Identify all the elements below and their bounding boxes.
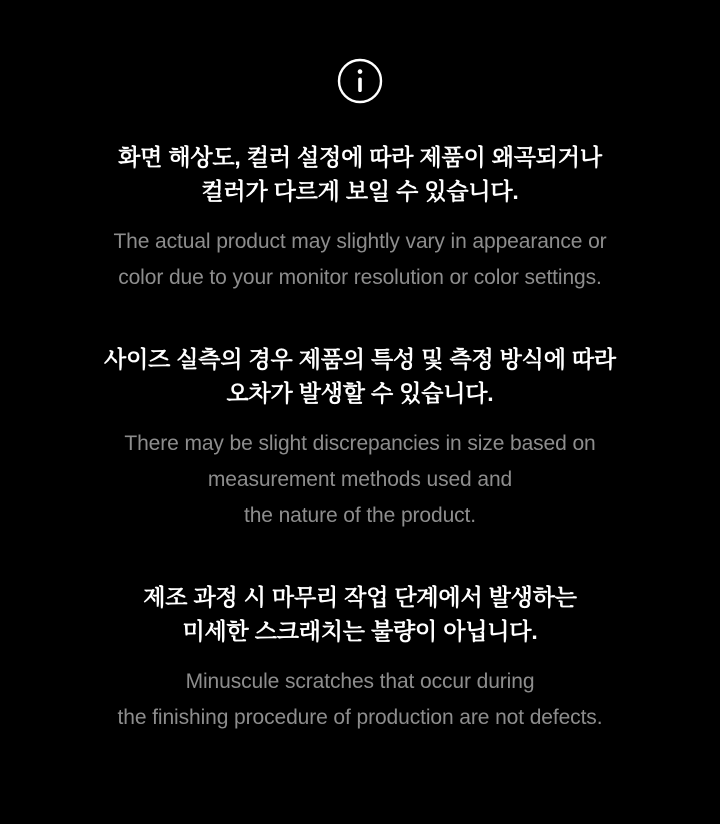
info-circle-icon — [337, 58, 383, 104]
notice-heading-ko-1-line-2: 컬러가 다르게 보일 수 있습니다. — [201, 178, 519, 204]
notice-heading-ko-2 — [0, 342, 720, 410]
notice-body-en-2-line-1: There may be slight discrepancies in size based on — [124, 432, 596, 455]
notice-body-en-2-line-3: the nature of the product. — [243, 504, 477, 527]
notice-heading-ko-3-line-2: 미세한 스크래치는 불량이 아닙니다. — [182, 618, 538, 644]
notice-body-en-3 — [0, 664, 720, 736]
notice-body-en-3-line-2: the finishing procedure of production are not defects. — [117, 706, 603, 729]
notice-heading-ko-3-line-1: 제조 과정 시 마무리 작업 단계에서 발생하는 — [143, 584, 577, 610]
notice-block-3 — [0, 580, 720, 736]
notice-body-en-1 — [0, 224, 720, 296]
notice-heading-ko-1 — [0, 140, 720, 208]
notice-heading-ko-1-line-1: 화면 해상도, 컬러 설정에 따라 제품이 왜곡되거나 — [118, 144, 602, 170]
notice-body-en-2 — [0, 426, 720, 534]
notice-heading-ko-2-line-1: 사이즈 실측의 경우 제품의 특성 및 측정 방식에 따라 — [104, 346, 616, 372]
notice-body-en-3-line-1: Minuscule scratches that occur during — [185, 670, 535, 693]
notice-body-en-1-line-2: color due to your monitor resolution or color settings. — [118, 266, 602, 289]
notice-block-2 — [0, 342, 720, 534]
notice-body-en-1-line-1: The actual product may slightly vary in appearance or — [113, 230, 607, 253]
notice-block-1 — [0, 140, 720, 296]
notice-heading-ko-2-line-2: 오차가 발생할 수 있습니다. — [226, 380, 494, 406]
notice-body-en-2-line-2: measurement methods used and — [207, 468, 513, 491]
notice-heading-ko-3 — [0, 580, 720, 648]
